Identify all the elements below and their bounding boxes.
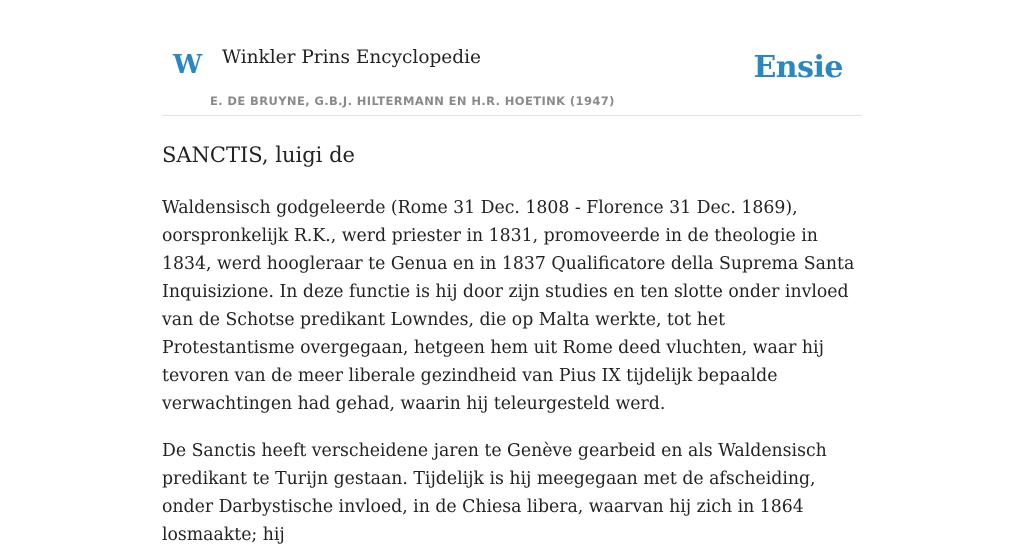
entry-paragraph-2: De Sanctis heeft verscheidene jaren te Genève gearbeid en als Waldensisch predikant te Turijn gestaan. Tijdelijk is hij meegegaan met de afscheiding, onder Darbystische invloed, in de Chiesa libera, waarvan hij zich in 1864 losmaakte; hij	[162, 441, 827, 546]
ensie-logo-link[interactable]: Ensie	[753, 50, 843, 85]
entry-paragraph-1: Waldensisch godgeleerde (Rome 31 Dec. 1808 - Florence 31 Dec. 1869), oorspronkelijk R.K., werd priester in 1831, promoveerde in de theologie in 1834, werd hoogleraar te Genua en in 1837 Qualificatore della Suprema Santa Inquisizione. In deze functie is hij door zijn studies en ten slotte onder invloed van de Schotse predikant Lowndes, die op Malta werkte, tot het Protestantisme overgegaan, hetgeen hem uit Rome deed vluchten, waar hij tevoren van de meer liberale gezindheid van Pius IX tijdelijk bepaalde verwachtingen had gehad, waarin hij teleurgesteld werd.	[162, 198, 855, 415]
site-header	[162, 0, 862, 116]
publication-authors: E. DE BRUYNE, G.B.J. HILTERMANN EN H.R. HOETINK (1947)	[210, 94, 615, 108]
publication-logo-icon[interactable]: W	[173, 50, 203, 80]
publication-title-link[interactable]: Winkler Prins Encyclopedie	[222, 47, 481, 68]
entry-title: SANCTIS, luigi de	[162, 143, 355, 167]
article-page	[162, 0, 862, 549]
